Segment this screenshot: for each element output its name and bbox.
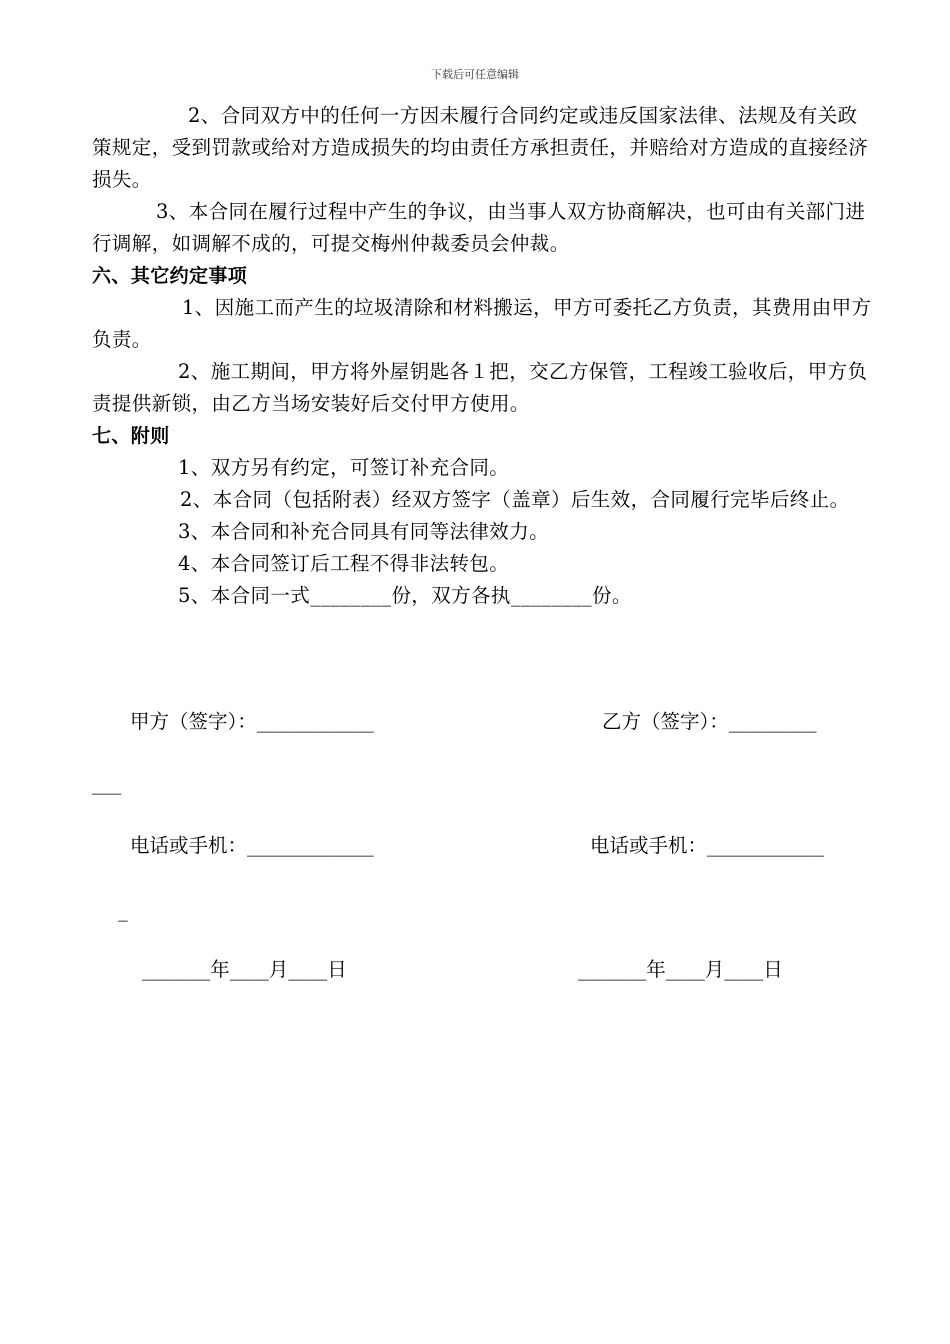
clause-7-3: 3、本合同和补充合同具有同等法律效力。 — [178, 520, 550, 543]
clause-5-2: 2、合同双方中的任何一方因未履行合同约定或违反国家法律、法规及有关政策规定，受到罚款或给对方造成损失的均由责任方承担责任，并赔给对方造成的直接经济损失。 — [92, 104, 869, 191]
clause-6-2: 2、施工期间，甲方将外屋钥匙各１把，交乙方保管，工程竣工验收后，甲方负责提供新锁，由乙方当场安装好后交付甲方使用。 — [92, 360, 868, 415]
clause-7-5: 5、本合同一式________份，双方各执________份。 — [178, 584, 632, 607]
phone-line-overflow: _ — [118, 899, 128, 922]
clause-7-4: 4、本合同签订后工程不得非法转包。 — [178, 552, 510, 575]
party-b-signature-line: 乙方（签字）：_________ — [602, 710, 817, 733]
clause-5-3: 3、本合同在履行过程中产生的争议，由当事人双方协商解决，也可由有关部门进行调解，如调解不成的，可提交梅州仲裁委员会仲裁。 — [92, 200, 866, 255]
signature-line-overflow: ___ — [92, 772, 122, 795]
clause-7-1: 1、双方另有约定，可签订补充合同。 — [178, 456, 510, 479]
section-6-heading: 六、其它约定事项 — [92, 265, 248, 287]
section-7-heading: 七、附则 — [92, 425, 170, 447]
party-a-date-line: _______年____月____日 — [142, 958, 347, 981]
clause-7-2: 2、本合同（包括附表）经双方签字（盖章）后生效，合同履行完毕后终止。 — [180, 488, 850, 511]
party-a-signature-line: 甲方（签字）：____________ — [130, 710, 374, 733]
page-header: 下载后可任意编辑 — [431, 68, 519, 81]
clause-6-1: 1、因施工而产生的垃圾清除和材料搬运，甲方可委托乙方负责，其费用由甲方负责。 — [92, 296, 872, 351]
party-b-phone-line: 电话或手机：____________ — [590, 834, 825, 857]
party-a-phone-line: 电话或手机：_____________ — [130, 834, 374, 857]
contract-body — [92, 100, 872, 612]
party-b-date-line: _______年____月____日 — [578, 958, 783, 981]
